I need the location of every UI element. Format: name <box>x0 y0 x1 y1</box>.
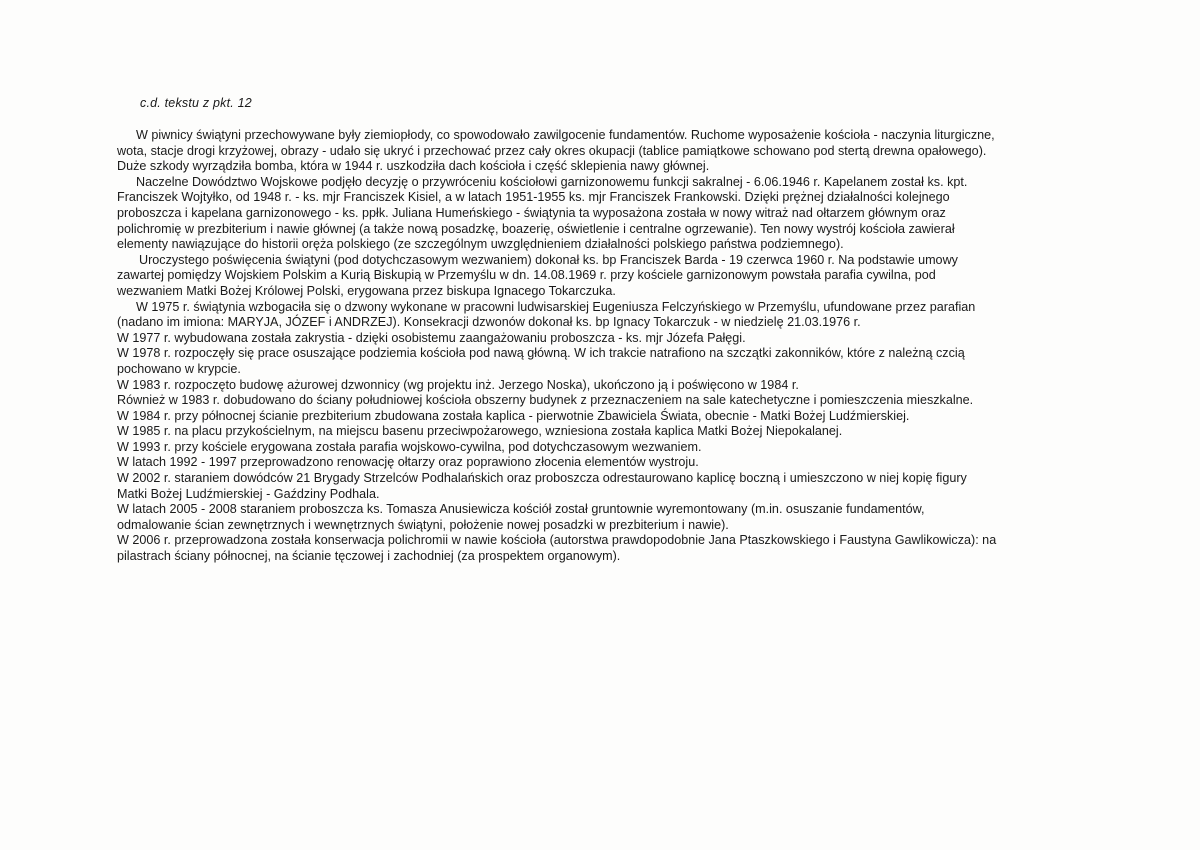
text-line: W 2006 r. przeprowadzona została konserwacja polichromii w nawie kościoła (autorstwa prawdopodobnie Jana Ptaszkowskiego i Faustyna Gawlikowicza): na <box>117 533 997 548</box>
text-line: pilastrach ściany północnej, na ścianie tęczowej i zachodniej (za prospektem organowym). <box>117 549 621 564</box>
continuation-header: c.d. tekstu z pkt. 12 <box>140 96 252 110</box>
document-body <box>117 128 1092 565</box>
text-line: proboszcza i kapelana garnizonowego - ks. ppłk. Juliana Humeńskiego - świątynia ta wyposażona została w nowy witraż nad ołtarzem głównym oraz <box>117 205 946 220</box>
text-line: W 1983 r. rozpoczęto budowę ażurowej dzwonnicy (wg projektu inż. Jerzego Noska), ukończono ją i poświęcono w 1984 r. <box>117 377 799 392</box>
text-line: W 2002 r. staraniem dowódców 21 Brygady Strzelców Podhalańskich oraz proboszcza odrestaurowano kaplicę boczną i umieszczono w niej kopię figury <box>117 471 967 486</box>
text-line: Naczelne Dowództwo Wojskowe podjęło decyzję o przywróceniu kościołowi garnizonowemu funkcji sakralnej - 6.06.1946 r. Kapelanem został ks. kpt. <box>136 174 968 189</box>
text-line: elementy nawiązujące do historii oręża polskiego (ze szczególnym uwzględnieniem działalności polskiego państwa podziemnego). <box>117 237 844 252</box>
text-line: wota, stacje drogi krzyżowej, obrazy - udało się ukryć i przechować przez cały okres okupacji (tablice pamiątkowe schowano pod stertą drewna opałowego). <box>117 143 987 158</box>
text-line: odmalowanie ścian zewnętrznych i wewnętrznych świątyni, położenie nowej posadzki w prezbiterium i nawie). <box>117 517 729 532</box>
text-line: Również w 1983 r. dobudowano do ściany południowej kościoła obszerny budynek z przeznaczeniem na sale katechetyczne i pomieszczenia mieszkalne. <box>117 393 974 408</box>
text-line: W latach 2005 - 2008 staraniem proboszcza ks. Tomasza Anusiewicza kościół został gruntownie wyremontowany (m.in. osuszanie fundamentów, <box>117 502 925 517</box>
text-line: W 1977 r. wybudowana została zakrystia - dzięki osobistemu zaangażowaniu proboszcza - ks. mjr Józefa Pałęgi. <box>117 330 746 345</box>
text-line: Matki Bożej Ludźmierskiej - Gaździny Podhala. <box>117 486 380 501</box>
text-line: polichromię w prezbiterium i nawie głównej (a także nową posadzkę, boazerię, oświetlenie i centralne ogrzewanie). Ten nowy wystrój kościoła zawierał <box>117 221 955 236</box>
text-line: Uroczystego poświęcenia świątyni (pod dotychczasowym wezwaniem) dokonał ks. bp Franciszek Barda - 19 czerwca 1960 r. Na podstawie umowy <box>139 252 958 267</box>
text-line: Franciszek Wojtyłko, od 1948 r. - ks. mjr Franciszek Kisiel, a w latach 1951-1955 ks. mjr Franciszek Frankowski. Dzięki prężnej działalności kolejnego <box>117 190 950 205</box>
text-line: W 1993 r. przy kościele erygowana została parafia wojskowo-cywilna, pod dotychczasowym wezwaniem. <box>117 439 702 454</box>
text-line: (nadano im imiona: MARYJA, JÓZEF i ANDRZEJ). Konsekracji dzwonów dokonał ks. bp Ignacy Tokarczuk - w niedzielę 21.03.1976 r. <box>117 315 861 330</box>
text-line: W 1978 r. rozpoczęły się prace osuszające podziemia kościoła pod nawą główną. W ich trakcie natrafiono na szczątki zakonników, które z należną czcią <box>117 346 965 361</box>
text-line: zawartej pomiędzy Wojskiem Polskim a Kurią Biskupią w Przemyślu w dn. 14.08.1969 r. przy kościele garnizonowym powstała parafia cywilna, pod <box>117 268 936 283</box>
text-line: W 1985 r. na placu przykościelnym, na miejscu basenu przeciwpożarowego, wzniesiona została kaplica Matki Bożej Niepokalanej. <box>117 424 843 439</box>
text-line: Duże szkody wyrządziła bomba, która w 1944 r. uszkodziła dach kościoła i część sklepienia nawy głównej. <box>117 159 710 174</box>
text-line: wezwaniem Matki Bożej Królowej Polski, erygowana przez biskupa Ignacego Tokarczuka. <box>117 283 616 298</box>
text-line: W latach 1992 - 1997 przeprowadzono renowację ołtarzy oraz poprawiono złocenia elementów wystroju. <box>117 455 699 470</box>
text-line: W piwnicy świątyni przechowywane były ziemiopłody, co spowodowało zawilgocenie fundamentów. Ruchome wyposażenie kościoła - naczynia liturgiczne, <box>136 128 995 142</box>
text-line: pochowano w krypcie. <box>117 361 241 376</box>
text-line: W 1984 r. przy północnej ścianie prezbiterium zbudowana została kaplica - pierwotnie Zbawiciela Świata, obecnie - Matki Bożej Ludźmierskiej. <box>117 408 910 423</box>
text-line: W 1975 r. świątynia wzbogaciła się o dzwony wykonane w pracowni ludwisarskiej Eugeniusza Felczyńskiego w Przemyślu, ufundowane przez parafian <box>136 299 976 314</box>
